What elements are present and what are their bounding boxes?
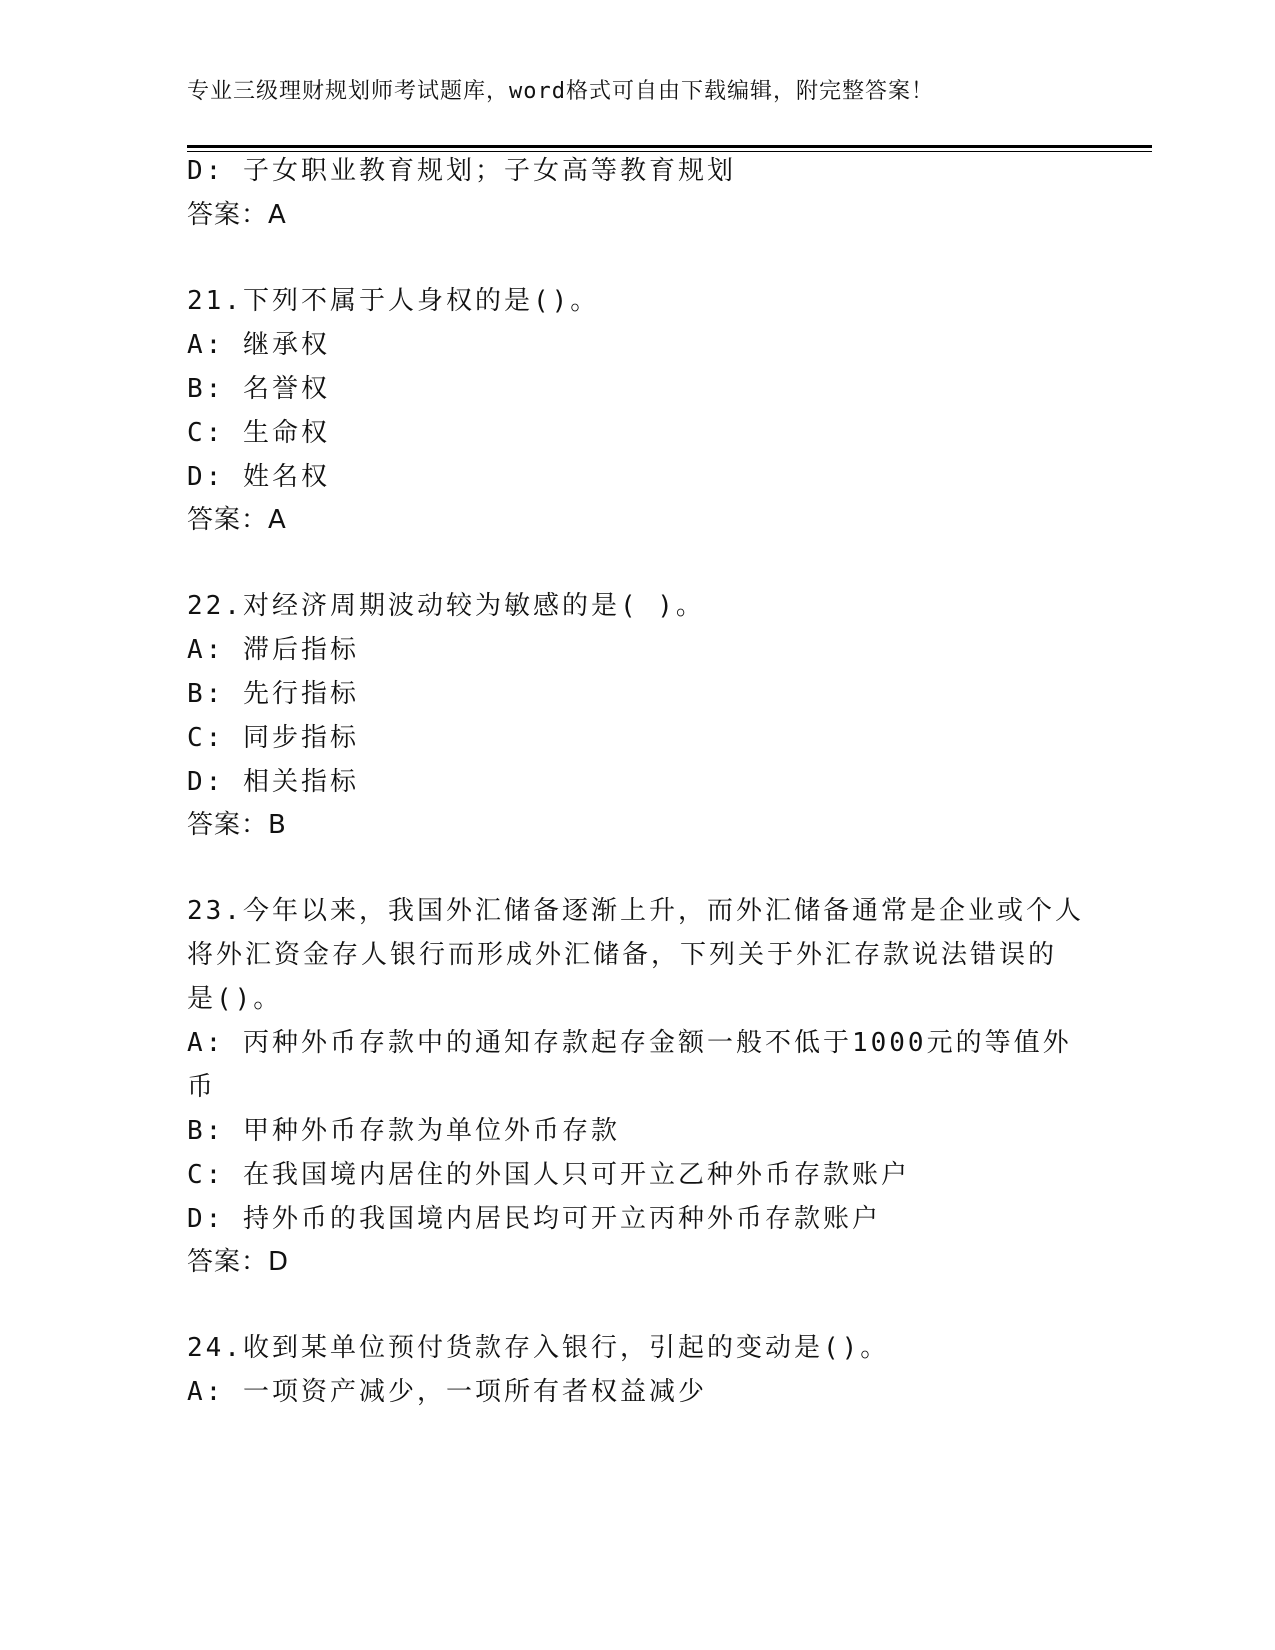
option-d: D: 姓名权 — [187, 462, 330, 492]
option-c: C: 同步指标 — [187, 723, 359, 753]
option-c: C: 生命权 — [187, 418, 330, 448]
option-a-continued: 币 — [187, 1072, 217, 1102]
option-b: B: 名誉权 — [187, 374, 330, 404]
option-d: D: 相关指标 — [187, 767, 359, 797]
answer: 答案：A — [187, 200, 287, 230]
question-stem: 21.下列不属于人身权的是()。 — [187, 286, 600, 316]
answer: 答案：D — [187, 1247, 290, 1277]
option-a: A: 滞后指标 — [187, 635, 359, 665]
option-b: B: 甲种外币存款为单位外币存款 — [187, 1116, 620, 1146]
question-stem: 是()。 — [187, 984, 283, 1014]
option-b: B: 先行指标 — [187, 679, 359, 709]
answer: 答案：B — [187, 810, 287, 840]
answer: 答案：A — [187, 505, 287, 535]
option-c: C: 在我国境内居住的外国人只可开立乙种外币存款账户 — [187, 1160, 910, 1190]
question-stem: 23.今年以来，我国外汇储备逐渐上升，而外汇储备通常是企业或个人 — [187, 896, 1084, 926]
option-a: A: 一项资产减少，一项所有者权益减少 — [187, 1377, 707, 1407]
question-stem: 22.对经济周期波动较为敏感的是( )。 — [187, 591, 705, 621]
option-a: A: 继承权 — [187, 330, 330, 360]
option-a: A: 丙种外币存款中的通知存款起存金额一般不低于1000元的等值外 — [187, 1028, 1072, 1058]
option-d: D: 持外币的我国境内居民均可开立丙种外币存款账户 — [187, 1204, 881, 1234]
question-stem: 24.收到某单位预付货款存入银行，引起的变动是()。 — [187, 1333, 890, 1363]
option-d: D: 子女职业教育规划；子女高等教育规划 — [187, 156, 736, 186]
question-stem: 将外汇资金存人银行而形成外汇储备，下列关于外汇存款说法错误的 — [187, 940, 1058, 970]
header-rule-thin — [187, 151, 1152, 152]
header-rule-thick — [187, 145, 1152, 148]
page-header: 专业三级理财规划师考试题库，word格式可自由下载编辑，附完整答案！ — [187, 79, 934, 104]
